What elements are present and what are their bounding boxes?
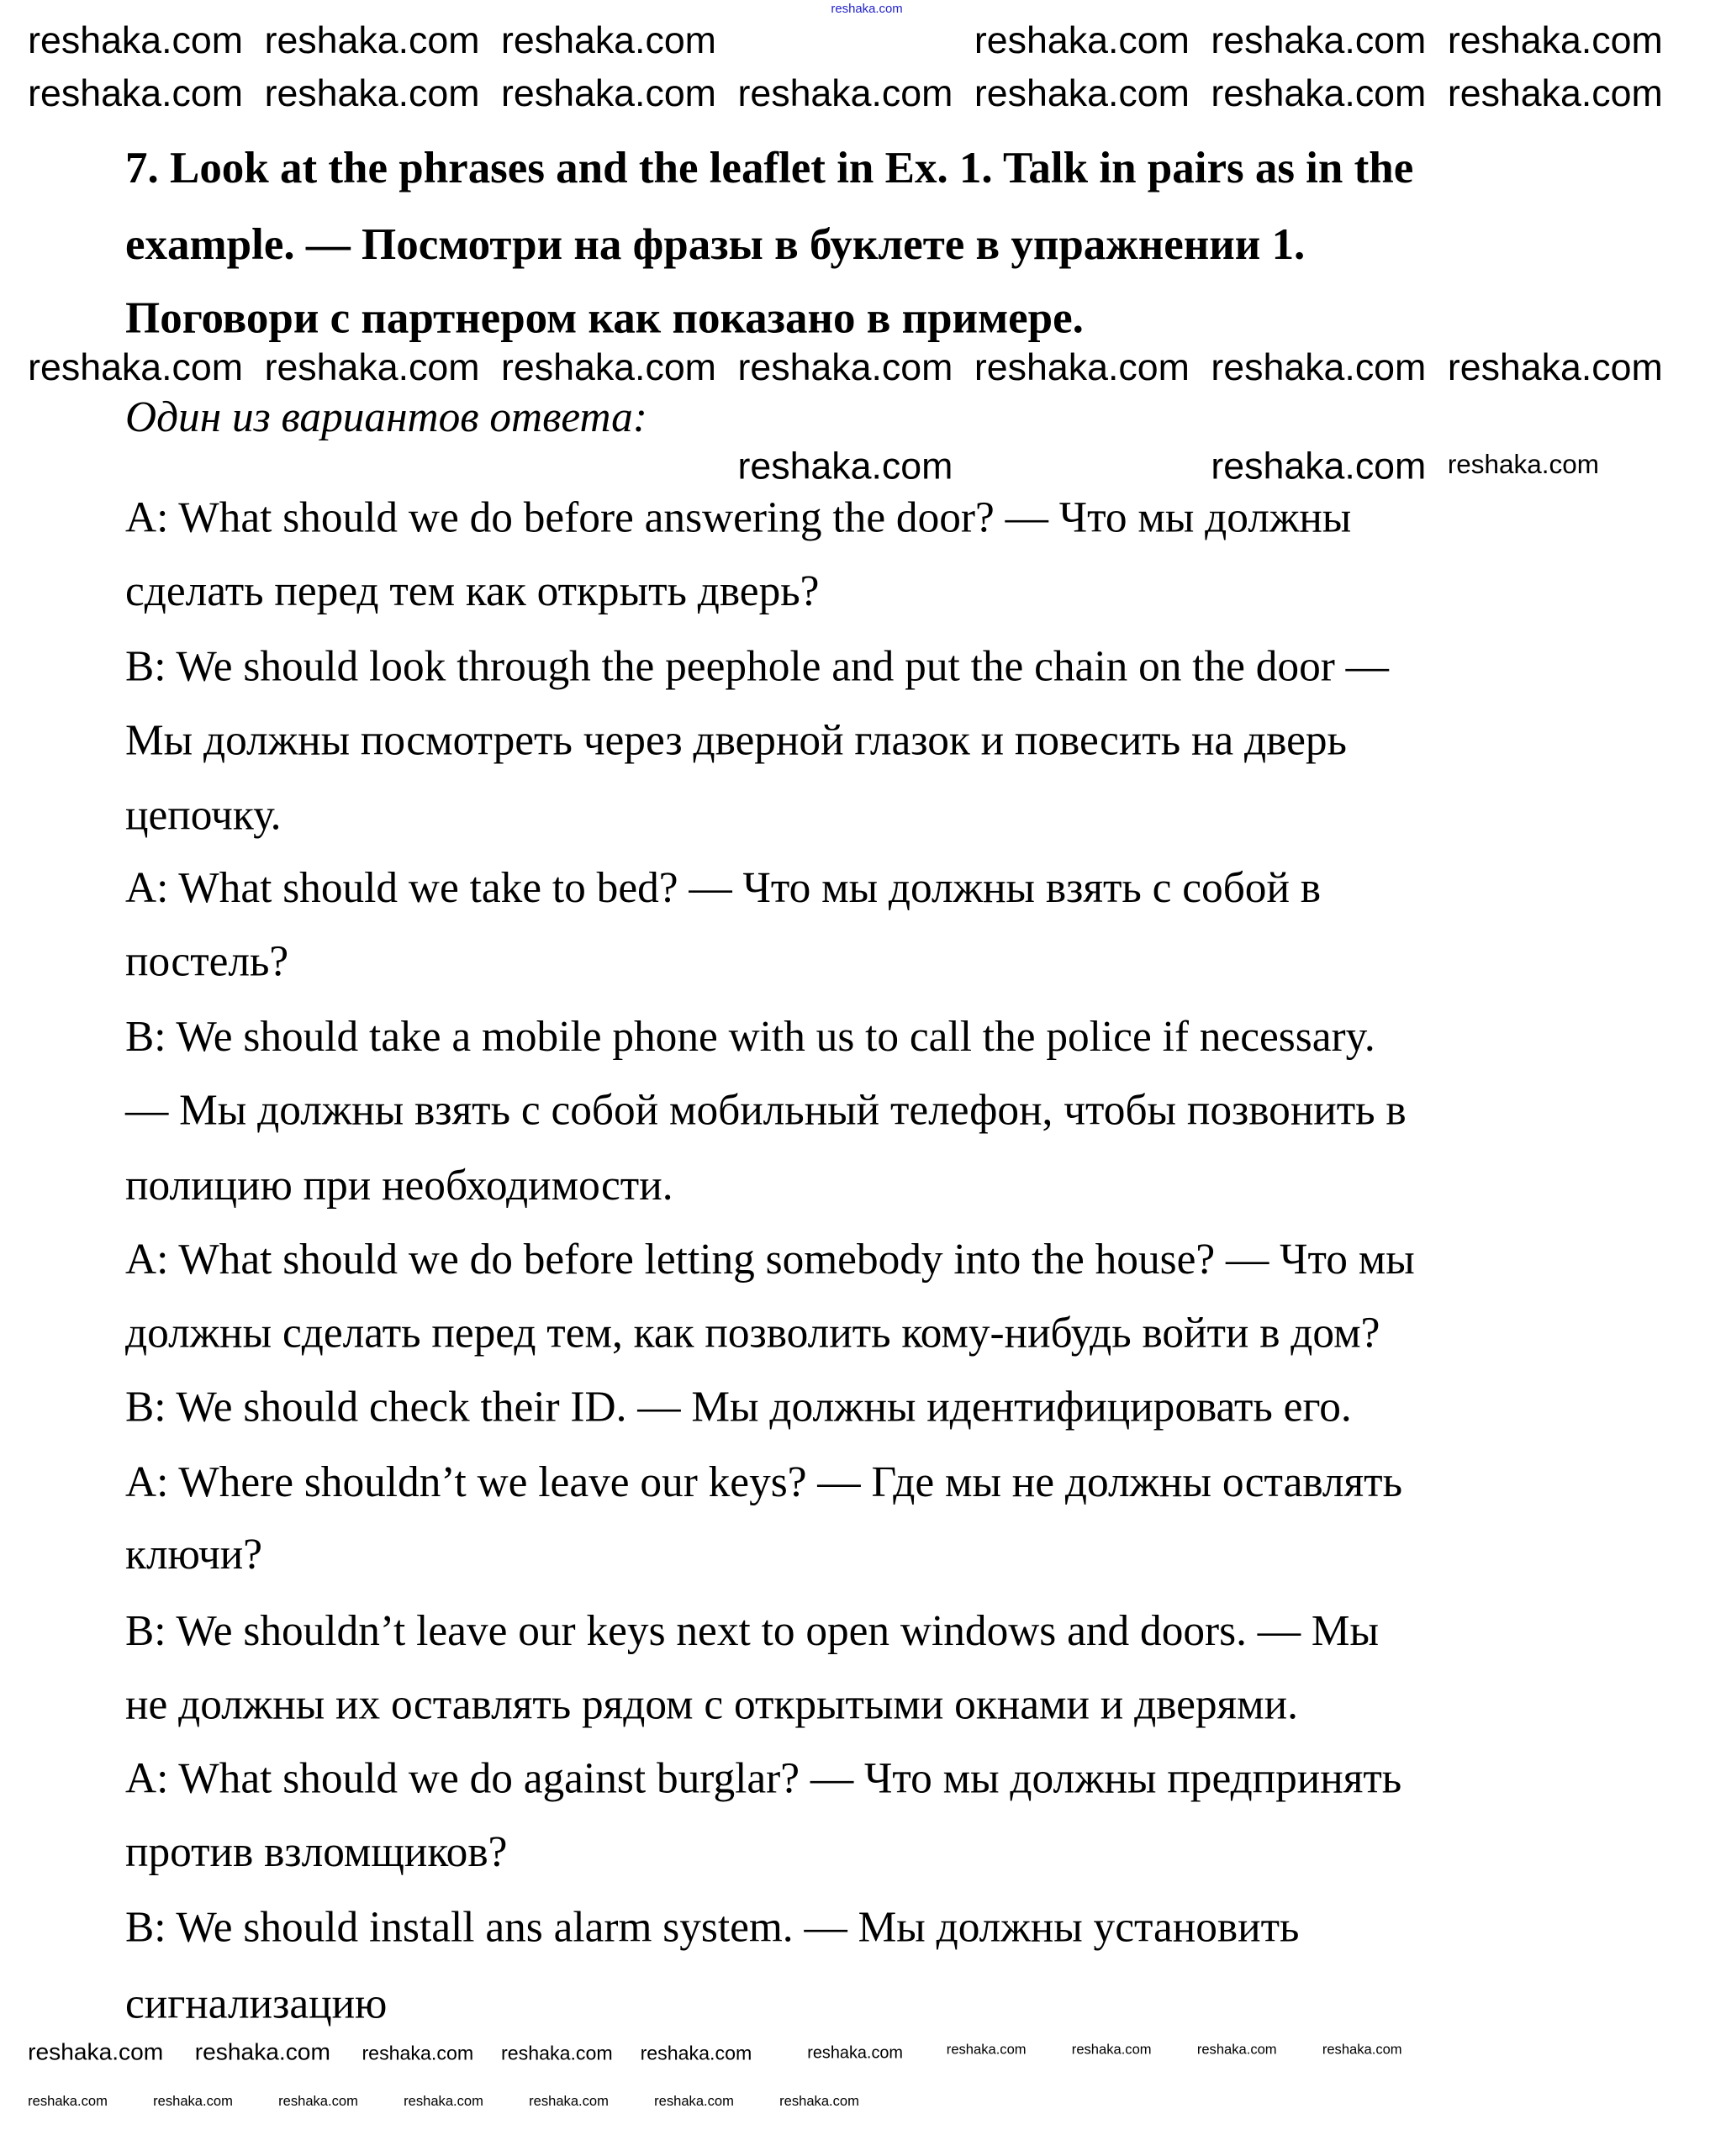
watermark: reshaka.com: [501, 19, 716, 61]
dialogue-line: A: What should we do against burglar? — Что мы должны предпринять: [125, 1753, 1402, 1803]
watermark: reshaka.com: [1211, 346, 1427, 388]
dialogue-line: Мы должны посмотреть через дверной глазок и повесить на дверь: [125, 714, 1347, 764]
watermark: reshaka.com: [807, 2043, 903, 2063]
dialogue-line: — Мы должны взять с собой мобильный телефон, чтобы позвонить в: [125, 1085, 1407, 1135]
watermark: reshaka.com: [737, 445, 953, 488]
watermark: reshaka.com: [501, 72, 716, 114]
dialogue-line: полицию при необходимости.: [125, 1160, 673, 1210]
dialogue-line: B: We should install ans alarm system. — Мы должны установить: [125, 1902, 1300, 1952]
watermark: reshaka.com: [779, 2094, 859, 2110]
watermark: reshaka.com: [28, 2094, 108, 2110]
watermark: reshaka.com: [737, 346, 953, 388]
dialogue-line: ключи?: [125, 1529, 263, 1579]
watermark: reshaka.com: [264, 19, 480, 61]
watermark: reshaka.com: [28, 72, 244, 114]
dialogue-line: сделать перед тем как открыть дверь?: [125, 566, 820, 615]
watermark: reshaka.com: [194, 2038, 330, 2065]
dialogue-line: не должны их оставлять рядом с открытыми окнами и дверями.: [125, 1679, 1298, 1729]
dialogue-line: A: Where shouldn’t we leave our keys? — Где мы не должны оставлять: [125, 1457, 1402, 1506]
watermark: reshaka.com: [640, 2041, 752, 2064]
watermark: reshaka.com: [153, 2094, 233, 2110]
watermark: reshaka.com: [264, 346, 480, 388]
answer-subtitle: Один из вариантов ответа:: [125, 392, 647, 441]
watermark: reshaka.com: [1211, 445, 1427, 488]
watermark: reshaka.com: [278, 2094, 358, 2110]
dialogue-line: сигнализацию: [125, 1979, 388, 2028]
watermark: reshaka.com: [974, 72, 1190, 114]
watermark: reshaka.com: [28, 2038, 164, 2065]
dialogue-line: B: We should take a mobile phone with us to call the police if necessary.: [125, 1011, 1375, 1061]
watermark: reshaka.com: [1447, 451, 1599, 481]
dialogue-line: A: What should we do before letting somebody into the house? — Что мы: [125, 1234, 1415, 1284]
watermark: reshaka.com: [264, 72, 480, 114]
watermark: reshaka.com: [28, 19, 244, 61]
exercise-title-line-2: example. — Посмотри на фразы в буклете в упражнении 1.: [125, 218, 1306, 269]
watermark: reshaka.com: [1071, 2043, 1152, 2058]
watermark: reshaka.com: [1196, 2043, 1277, 2058]
watermark: reshaka.com: [501, 2041, 613, 2064]
watermark: reshaka.com: [1447, 346, 1663, 388]
exercise-title-line-1: 7. Look at the phrases and the leaflet in Ex. 1. Talk in pairs as in the: [125, 141, 1414, 192]
watermark: reshaka.com: [831, 1, 903, 16]
dialogue-line: B: We should look through the peephole and put the chain on the door —: [125, 641, 1390, 691]
watermark: reshaka.com: [654, 2094, 734, 2110]
dialogue-line: A: What should we do before answering the door? — Что мы должны: [125, 493, 1352, 542]
watermark: reshaka.com: [529, 2094, 609, 2110]
watermark: reshaka.com: [1211, 72, 1427, 114]
dialogue-line: B: We should check their ID. — Мы должны идентифицировать его.: [125, 1382, 1352, 1431]
dialogue-line: постель?: [125, 936, 289, 986]
exercise-title-line-3: Поговори с партнером как показано в примере.: [125, 292, 1084, 343]
watermark: reshaka.com: [501, 346, 716, 388]
dialogue-line: цепочку.: [125, 790, 282, 840]
watermark: reshaka.com: [1447, 72, 1663, 114]
watermark: reshaka.com: [974, 19, 1190, 61]
watermark: reshaka.com: [974, 346, 1190, 388]
dialogue-line: должны сделать перед тем, как позволить кому-нибудь войти в дом?: [125, 1308, 1380, 1357]
watermark: reshaka.com: [1447, 19, 1663, 61]
dialogue-line: B: We shouldn’t leave our keys next to open windows and doors. — Мы: [125, 1605, 1380, 1655]
watermark: reshaka.com: [737, 72, 953, 114]
watermark: reshaka.com: [28, 346, 244, 388]
dialogue-line: A: What should we take to bed? — Что мы должны взять с собой в: [125, 862, 1322, 912]
watermark: reshaka.com: [362, 2041, 474, 2064]
watermark: reshaka.com: [1211, 19, 1427, 61]
watermark: reshaka.com: [404, 2094, 483, 2110]
watermark: reshaka.com: [946, 2043, 1027, 2058]
dialogue-line: против взломщиков?: [125, 1827, 508, 1876]
watermark: reshaka.com: [1322, 2043, 1402, 2058]
